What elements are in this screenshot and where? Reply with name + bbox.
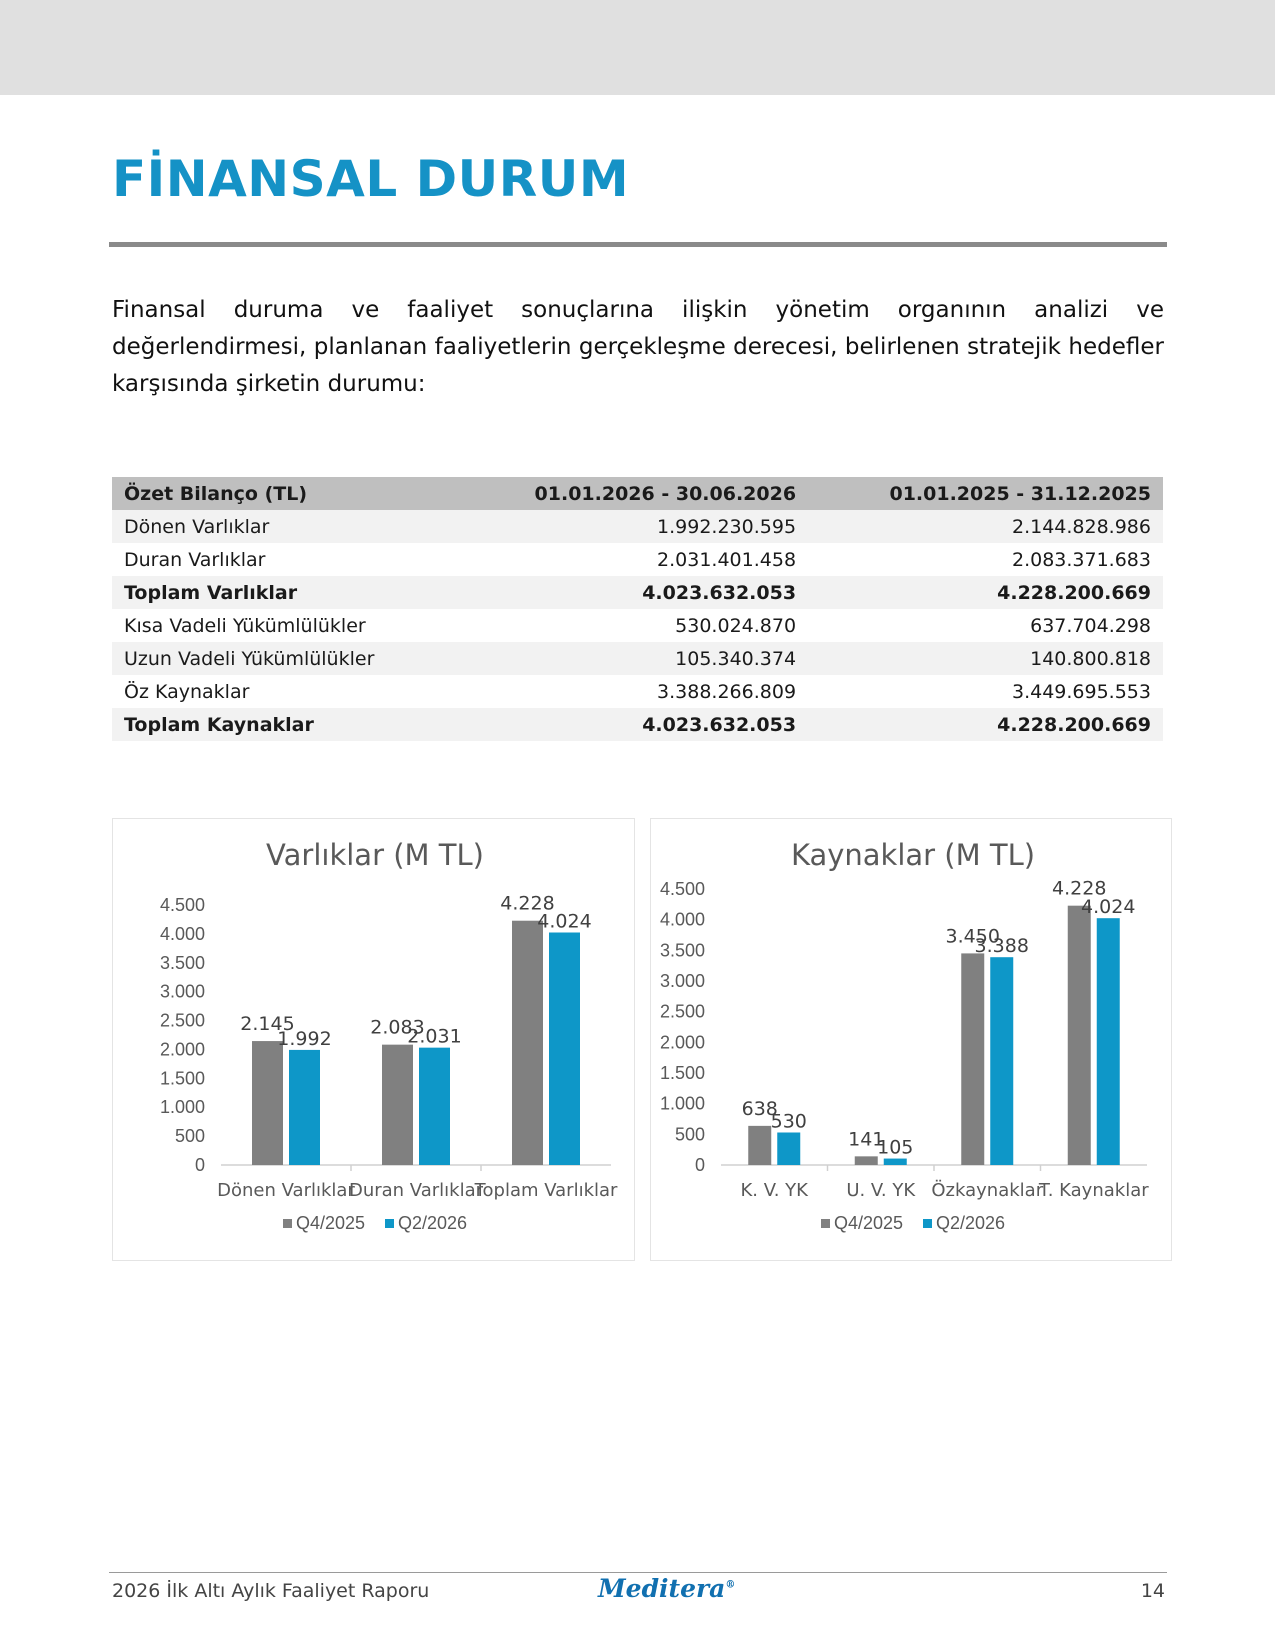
table-cell-label: Dönen Varlıklar (124, 515, 270, 538)
bar-q4-2025 (382, 1045, 413, 1165)
data-label: 3.388 (974, 935, 1029, 958)
y-tick-label: 4.500 (659, 879, 705, 899)
bar-q4-2025 (855, 1156, 878, 1165)
y-tick-label: 0 (694, 1155, 705, 1175)
page-number: 14 (1140, 1580, 1165, 1602)
x-category-label: Özkaynaklar (931, 1180, 1044, 1201)
bar-q2-2026 (777, 1132, 800, 1165)
table-row (112, 510, 1163, 543)
logo-text: Meditera (598, 1574, 726, 1603)
x-category-label: Dönen Varlıklar (217, 1180, 355, 1201)
x-category-label: K. V. YK (740, 1180, 808, 1201)
table-cell-label: Toplam Varlıklar (124, 581, 298, 604)
table-cell-2026: 1.992.230.595 (657, 515, 797, 538)
y-tick-label: 500 (674, 1124, 705, 1145)
bar-q2-2026 (1097, 918, 1120, 1165)
table-cell-label: Toplam Kaynaklar (124, 713, 314, 736)
y-tick-label: 4.000 (159, 923, 205, 944)
y-tick-label: 1.500 (659, 1063, 705, 1083)
data-label: 1.992 (277, 1027, 332, 1050)
y-tick-label: 2.500 (159, 1010, 205, 1031)
data-label: 4.024 (1081, 896, 1136, 919)
data-label: 530 (770, 1110, 807, 1133)
y-tick-label: 4.500 (159, 895, 205, 915)
legend-label: Q2/2026 (936, 1213, 1006, 1233)
bar-q4-2025 (961, 953, 984, 1165)
table-cell-2026: 4.023.632.053 (642, 581, 797, 604)
bar-q2-2026 (884, 1159, 907, 1165)
legend-swatch (923, 1219, 932, 1228)
page-title: FİNANSAL DURUM (112, 150, 630, 208)
bar-q2-2026 (990, 957, 1013, 1165)
table-row (112, 609, 1163, 642)
table-cell-label: Öz Kaynaklar (124, 680, 250, 703)
legend-swatch (385, 1219, 394, 1228)
x-category-label: Duran Varlıklar (348, 1180, 484, 1201)
y-tick-label: 2.500 (659, 1001, 705, 1022)
footer-divider (109, 1572, 1167, 1573)
chart-liabilities (650, 818, 1172, 1261)
table-cell-label: Uzun Vadeli Yükümlülükler (124, 647, 375, 670)
data-label: 2.031 (407, 1025, 462, 1048)
table-cell-2025: 3.449.695.553 (1011, 680, 1151, 703)
intro-paragraph: Finansal duruma ve faaliyet sonuçlarına ilişkin yönetim organının analizi ve değerlendirmesi, planlanan faaliyetlerin gerçekleşme derecesi, belirlenen stratejik hedefler karşısında şirketin durumu: (112, 297, 1164, 397)
x-category-label: Toplam Varlıklar (474, 1180, 618, 1201)
data-label: 141 (848, 1128, 885, 1151)
y-tick-label: 1.000 (659, 1093, 705, 1114)
y-tick-label: 2.000 (159, 1039, 205, 1060)
table-cell-2025: 140.800.818 (1030, 647, 1151, 670)
y-tick-label: 4.000 (659, 909, 705, 930)
y-tick-label: 3.500 (659, 940, 705, 961)
chart-assets (112, 818, 635, 1261)
table-cell-label: Duran Varlıklar (124, 548, 266, 571)
table-cell-2025: 4.228.200.669 (997, 713, 1151, 736)
bar-q4-2025 (748, 1126, 771, 1165)
table-row (112, 543, 1163, 576)
table-cell-2025: 2.144.828.986 (1011, 515, 1151, 538)
table-header-label: Özet Bilanço (TL) (124, 482, 308, 505)
data-label: 4.228 (500, 892, 555, 915)
legend-swatch (283, 1219, 292, 1228)
y-tick-label: 2.000 (659, 1032, 705, 1053)
table-cell-2026: 3.388.266.809 (657, 680, 797, 703)
data-label: 2.145 (240, 1013, 295, 1036)
y-tick-label: 3.000 (159, 981, 205, 1002)
table-header-period-2026: 01.01.2026 - 30.06.2026 (534, 482, 797, 505)
chart-title: Varlıklar (M TL) (266, 838, 484, 872)
liabilities-bar-chart (651, 819, 1171, 1260)
meditera-logo (598, 1574, 735, 1603)
assets-bar-chart (113, 819, 634, 1260)
data-label: 4.024 (537, 910, 592, 933)
legend-swatch (821, 1219, 830, 1228)
table-cell-2026: 530.024.870 (675, 614, 797, 637)
y-tick-label: 3.000 (659, 971, 705, 991)
data-label: 4.228 (1052, 877, 1107, 900)
table-row (112, 708, 1163, 741)
data-label: 105 (877, 1136, 914, 1159)
bar-q2-2026 (289, 1050, 320, 1165)
bar-q2-2026 (419, 1048, 450, 1165)
table-cell-2025: 637.704.298 (1030, 614, 1151, 637)
table-cell-2026: 4.023.632.053 (642, 713, 797, 736)
x-category-label: U. V. YK (846, 1180, 916, 1201)
chart-title: Kaynaklar (M TL) (790, 838, 1036, 872)
x-category-label: T. Kaynaklar (1038, 1180, 1149, 1201)
logo-registered-mark: ® (725, 1579, 736, 1591)
bar-q4-2025 (1068, 906, 1091, 1165)
table-row (112, 576, 1163, 609)
table-row (112, 642, 1163, 675)
table-cell-2025: 4.228.200.669 (997, 581, 1151, 604)
data-label: 638 (741, 1097, 778, 1120)
bar-q2-2026 (549, 933, 580, 1165)
table-row (112, 675, 1163, 708)
y-tick-label: 1.000 (159, 1097, 205, 1118)
table-cell-2026: 2.031.401.458 (657, 548, 797, 571)
bar-q4-2025 (252, 1041, 283, 1165)
table-header-row (112, 477, 1163, 510)
legend-label: Q4/2025 (834, 1213, 904, 1233)
table-cell-2026: 105.340.374 (675, 647, 797, 670)
table-cell-2025: 2.083.371.683 (1011, 548, 1151, 571)
table-cell-label: Kısa Vadeli Yükümlülükler (124, 614, 366, 637)
table-header-period-2025: 01.01.2025 - 31.12.2025 (889, 482, 1151, 505)
footer-report-title: 2026 İlk Altı Aylık Faaliyet Raporu (112, 1580, 430, 1602)
summary-balance-table (112, 477, 1163, 741)
y-tick-label: 3.500 (159, 952, 205, 973)
bar-q4-2025 (512, 921, 543, 1165)
legend-label: Q2/2026 (398, 1213, 468, 1233)
y-tick-label: 0 (194, 1155, 205, 1175)
header-band (0, 0, 1275, 95)
title-divider (109, 242, 1167, 247)
data-label: 3.450 (945, 925, 1000, 948)
data-label: 2.083 (370, 1016, 425, 1039)
legend-label: Q4/2025 (296, 1213, 366, 1233)
y-tick-label: 500 (174, 1126, 205, 1147)
y-tick-label: 1.500 (159, 1068, 205, 1089)
